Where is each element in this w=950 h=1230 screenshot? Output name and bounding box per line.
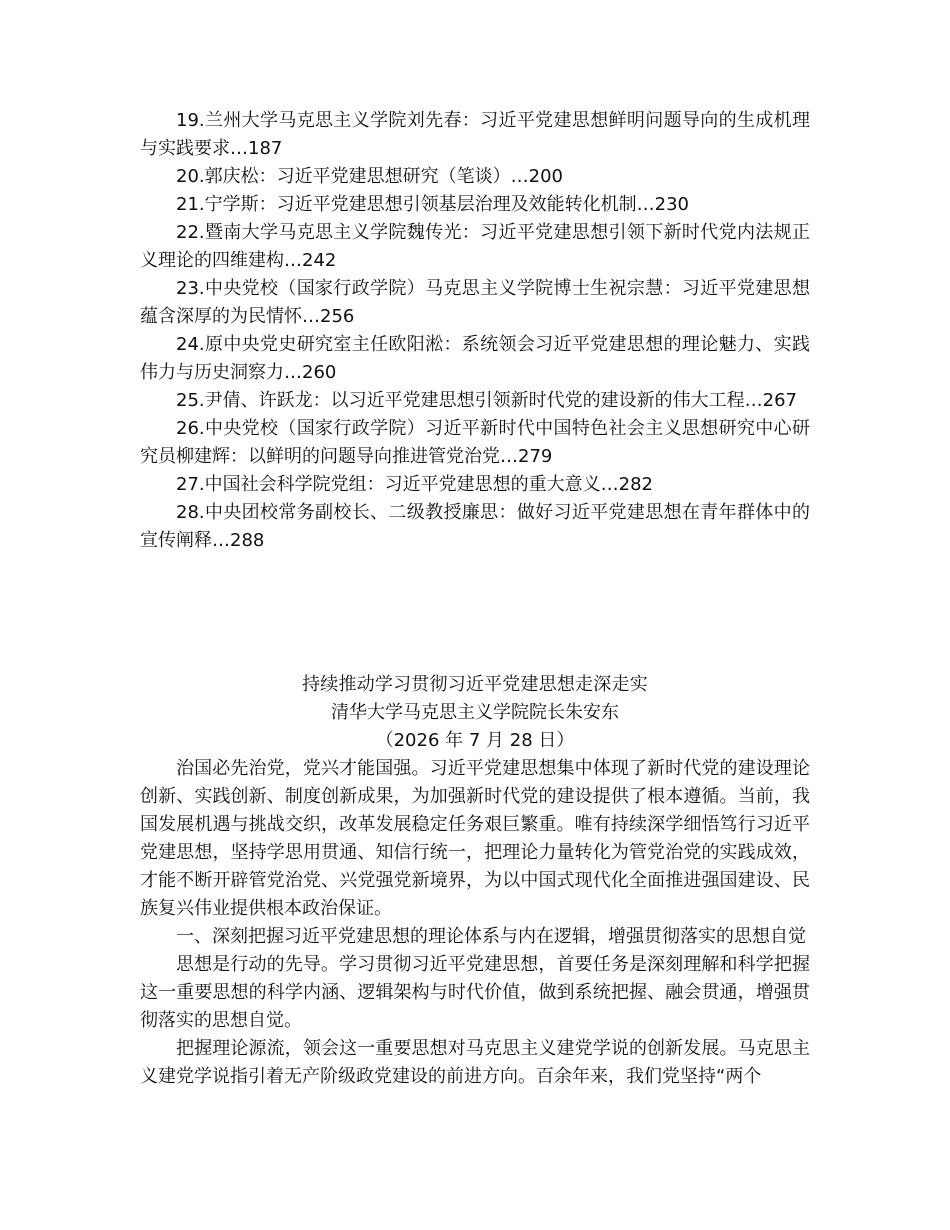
- article-paragraph: 治国必先治党，党兴才能国强。习近平党建思想集中体现了新时代党的建设理论创新、实践创新、制度创新成果，为加强新时代党的建设提供了根本遵循。当前，我国发展机遇与挑战交织，改革发展稳定任务艰巨繁重。唯有持续深学细悟笃行习近平党建思想，坚持学思用贯通、知信行统一，把理论力量转化为管党治党的实践成效，才能不断开辟管党治党、兴党强党新境界，为以中国式现代化全面推进强国建设、民族复兴伟业提供根本政治保证。: [140, 758, 810, 919]
- article-date: （2026 年 7 月 28 日）: [375, 730, 575, 751]
- document-page: [140, 107, 810, 1091]
- article-paragraph: 把握理论源流，领会这一重要思想对马克思主义建党学说的创新发展。马克思主义建党学说指引着无产阶级政党建设的前进方向。百余年来，我们党坚持“两个: [140, 1038, 810, 1087]
- toc-item: 25.尹倩、许跃龙：以习近平党建思想引领新时代党的建设新的伟大工程…267: [176, 390, 797, 411]
- toc-item: 21.宁学斯：习近平党建思想引领基层治理及效能转化机制…230: [176, 194, 689, 215]
- article: [140, 671, 810, 1091]
- article-paragraph: 思想是行动的先导。学习贯彻习近平党建思想，首要任务是深刻理解和科学把握这一重要思想的科学内涵、逻辑架构与时代价值，做到系统把握、融会贯通，增强贯彻落实的思想自觉。: [140, 954, 810, 1031]
- toc-item: 23.中央党校（国家行政学院）马克思主义学院博士生祝宗慧：习近平党建思想蕴含深厚的为民情怀…256: [140, 278, 810, 327]
- toc-item: 27.中国社会科学院党组：习近平党建思想的重大意义…282: [176, 474, 653, 495]
- article-author: 清华大学马克思主义学院院长朱安东: [331, 702, 619, 723]
- section-heading: 一、深刻把握习近平党建思想的理论体系与内在逻辑，增强贯彻落实的思想自觉: [176, 926, 806, 947]
- toc-item: 20.郭庆松：习近平党建思想研究（笔谈）…200: [176, 166, 563, 187]
- toc-item: 22.暨南大学马克思主义学院魏传光：习近平党建思想引领下新时代党内法规正义理论的四维建构…242: [140, 222, 810, 271]
- toc-item: 19.兰州大学马克思主义学院刘先春：习近平党建思想鲜明问题导向的生成机理与实践要求…187: [140, 110, 810, 159]
- article-title: 持续推动学习贯彻习近平党建思想走深走实: [302, 674, 648, 695]
- toc-item: 26.中央党校（国家行政学院）习近平新时代中国特色社会主义思想研究中心研究员柳建辉：以鲜明的问题导向推进管党治党…279: [140, 418, 810, 467]
- toc-item: 28.中央团校常务副校长、二级教授廉思：做好习近平党建思想在青年群体中的宣传阐释…288: [140, 502, 810, 551]
- section-spacer: [140, 555, 810, 671]
- toc-item: 24.原中央党史研究室主任欧阳淞：系统领会习近平党建思想的理论魅力、实践伟力与历史洞察力…260: [140, 334, 810, 383]
- toc-list: [140, 107, 810, 555]
